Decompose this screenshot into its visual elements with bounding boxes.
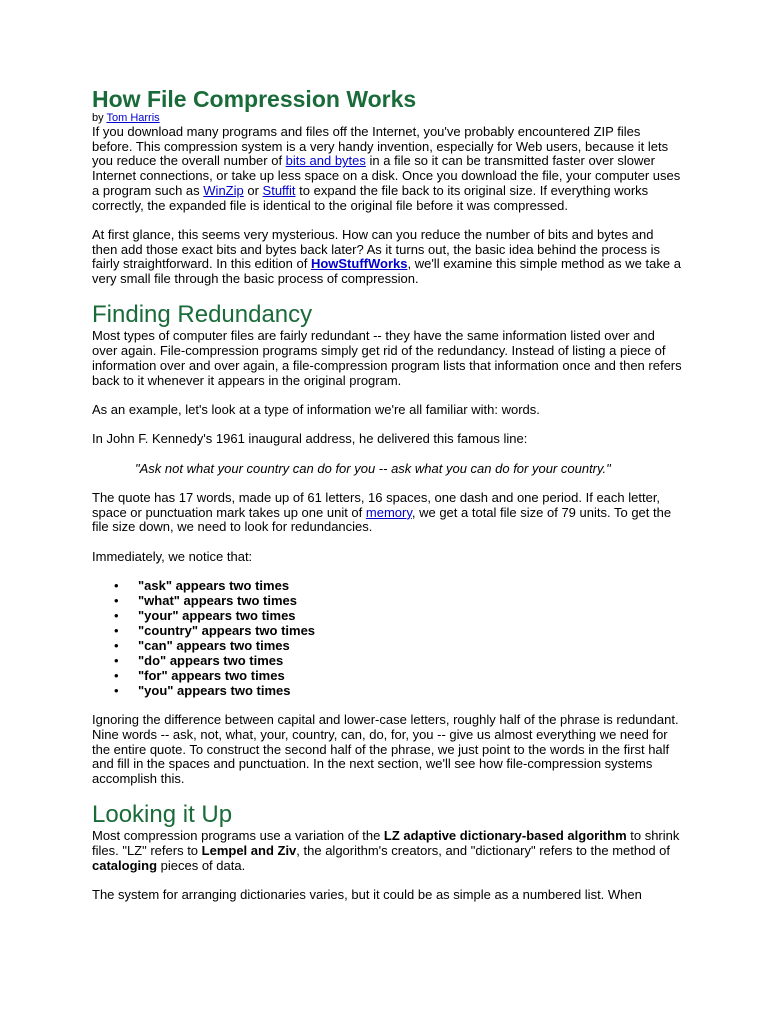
bullet-icon: • [114, 608, 119, 624]
howstuffworks-link[interactable]: HowStuffWorks [310, 256, 408, 272]
intro-paragraph-2: At first glance, this seems very mysterious. How can you reduce the number of bits and bytes and then add those exact bits and bytes back later? As it turns out, the basic idea behind the process is fairly straightforward. In this edition of HowStuffWorks, we'll examine this simple method as we take a very small file through the basic process of compression. [92, 226, 681, 287]
intro-paragraph-1: If you download many programs and files off the Internet, you've probably encountered ZIP files before. This compression system is a very handy invention, especially for Web users, because it lets you reduce the overall number of bits and bytes in a file so it can be transmitted faster over slower Internet connections, or take up less space on a disk. Once you download the file, your computer uses a program such as WinZip or Stuffit to expand the file back to its original size. If everything works correctly, the expanded file is identical to the original file before it was compressed. [92, 124, 681, 213]
redundancy-paragraph-4: The quote has 17 words, made up of 61 letters, 16 spaces, one dash and one period. If each letter, space or punctuation mark takes up one unit of memory, we get a total file size of 79 units. To get the file size down, we need to look for redundancies. [92, 490, 672, 535]
kennedy-quote: "Ask not what your country can do for you -- ask what you can do for your country." [135, 460, 611, 476]
lz-algorithm-term: LZ adaptive dictionary-based algorithm [383, 828, 627, 844]
bullet-icon: • [114, 652, 119, 668]
bullet-icon: • [114, 667, 119, 683]
byline-prefix: by [92, 112, 104, 124]
list-item: • "do" appears two times [114, 652, 284, 668]
bits-and-bytes-link[interactable]: bits and bytes [285, 153, 366, 169]
section-heading-finding-redundancy: Finding Redundancy [92, 301, 313, 329]
section-heading-looking-it-up: Looking it Up [92, 801, 233, 829]
bullet-icon: • [114, 637, 119, 653]
lempel-ziv-term: Lempel and Ziv [201, 843, 297, 859]
list-item: • "country" appears two times [114, 622, 316, 638]
redundancy-list [92, 579, 682, 698]
cataloging-term: cataloging [92, 857, 158, 873]
bullet-icon: • [114, 578, 119, 594]
list-item: • "ask" appears two times [114, 578, 290, 594]
bullet-icon: • [114, 593, 119, 609]
redundancy-paragraph-5: Immediately, we notice that: [92, 548, 253, 564]
redundancy-paragraph-6: Ignoring the difference between capital and lower-case letters, roughly half of the phrase is redundant. Nine words -- ask, not, what, your, country, can, do, for, you -- give us almost everything we need for the entire quote. To construct the second half of the phrase, we just point to the words in the first half and fill in the spaces and punctuation. In the next section, we'll see how file-compression systems accomplish this. [92, 712, 679, 787]
memory-link[interactable]: memory [365, 504, 412, 520]
bullet-icon: • [114, 682, 119, 698]
list-item: • "you" appears two times [114, 682, 291, 698]
redundancy-paragraph-3: In John F. Kennedy's 1961 inaugural address, he delivered this famous line: [92, 431, 528, 447]
redundancy-paragraph-2: As an example, let's look at a type of information we're all familiar with: words. [92, 401, 540, 417]
article [92, 86, 682, 918]
author-link[interactable]: Tom Harris [106, 112, 160, 124]
list-item: • "can" appears two times [114, 637, 290, 653]
lookup-paragraph-1: Most compression programs use a variation of the LZ adaptive dictionary-based algorithm to shrink files. "LZ" refers to Lempel and Ziv, the algorithm's creators, and "dictionary" refers to the method of cataloging pieces of data. [92, 828, 680, 873]
redundancy-paragraph-1: Most types of computer files are fairly redundant -- they have the same information listed over and over again. File-compression programs simply get rid of the redundancy. Instead of listing a piece of information over and over again, a file-compression program lists that information once and then refers back to it whenever it appears in the original program. [92, 328, 682, 388]
list-item: • "what" appears two times [114, 593, 297, 609]
stuffit-link[interactable]: Stuffit [262, 182, 296, 198]
lookup-paragraph-2: The system for arranging dictionaries varies, but it could be as simple as a numbered list. When [92, 887, 642, 903]
list-item: • "for" appears two times [114, 667, 285, 683]
page-title: How File Compression Works [92, 86, 417, 112]
list-item: • "your" appears two times [114, 608, 296, 624]
winzip-link[interactable]: WinZip [203, 182, 244, 198]
bullet-icon: • [114, 622, 119, 638]
